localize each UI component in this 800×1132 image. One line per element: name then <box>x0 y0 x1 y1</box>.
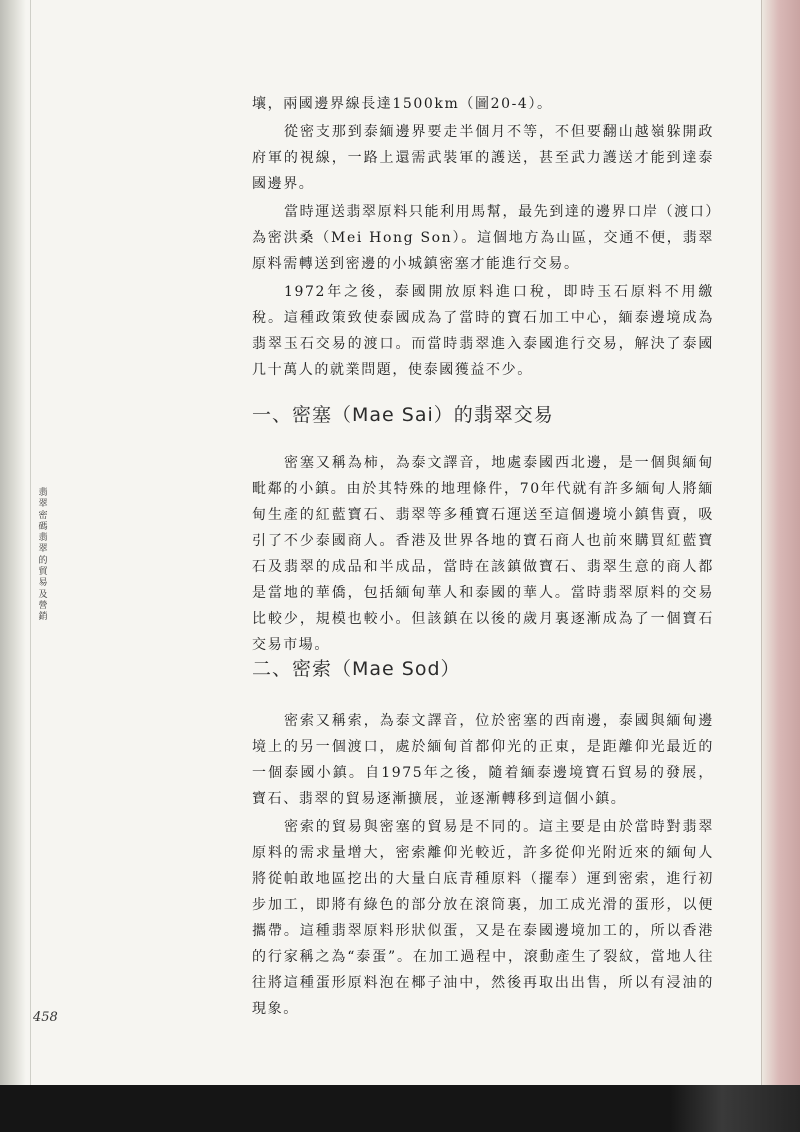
section-heading-mae-sai: 一、密塞（Mae Sai）的翡翠交易 <box>252 404 554 426</box>
section1-text <box>252 450 714 660</box>
section2-text <box>252 708 714 1024</box>
paragraph: 當時運送翡翠原料只能利用馬幫，最先到達的邊界口岸（渡口）為密洪桑（Mei Hong Son）。這個地方為山區，交通不便，翡翠原料需轉送到密邊的小城鎮密塞才能進行交易。 <box>252 204 714 272</box>
paragraph: 密塞又稱為柿，為泰文譯音，地處泰國西北邊，是一個與緬甸毗鄰的小鎮。由於其特殊的地理條件，70年代就有許多緬甸人將緬甸生產的紅藍寶石、翡翠等多種寶石運送至這個邊境小鎮售賣，吸引了不少泰國商人。香港及世界各地的寶石商人也前來購買紅藍寶石及翡翠的成品和半成品，當時在該鎮做寶石、翡翠生意的商人都是當地的華僑，包括緬甸華人和泰國的華人。當時翡翠原料的交易比較少，規模也較小。但該鎮在以後的歲月裏逐漸成為了一個寶石交易市場。 <box>252 455 714 653</box>
book-binding-edge <box>762 0 800 1085</box>
section-heading-mae-sod: 二、密索（Mae Sod） <box>252 658 461 680</box>
paragraph: 從密支那到泰緬邊界要走半個月不等，不但要翻山越嶺躲開政府軍的視線，一路上還需武裝軍的護送，甚至武力護送才能到達泰國邊界。 <box>252 124 714 192</box>
paragraph: 壤，兩國邊界線長達1500km（圖20-4）。 <box>252 96 553 112</box>
page-number: 458 <box>33 1010 58 1025</box>
scan-shadow-left <box>0 0 26 1132</box>
paragraph: 1972年之後，泰國開放原料進口稅，即時玉石原料不用繳稅。這種政策致使泰國成為了當時的寶石加工中心，緬泰邊境成為翡翠玉石交易的渡口。而當時翡翠進入泰國進行交易，解決了泰國几十萬人的就業問題，使泰國獲益不少。 <box>252 284 714 378</box>
intro-text <box>252 91 714 385</box>
paragraph: 密索又稱索，為泰文譯音，位於密塞的西南邊，泰國與緬甸邊境上的另一個渡口，處於緬甸首都仰光的正東，是距離仰光最近的一個泰國小鎮。自1975年之後，隨着緬泰邊境寶石貿易的發展，寶石、翡翠的貿易逐漸擴展，並逐漸轉移到這個小鎮。 <box>252 713 714 807</box>
scan-bottom-border <box>0 1085 800 1132</box>
page-fold-line <box>30 0 31 1085</box>
running-side-title: 翡翠密碼 翡翠的貿易及營銷 <box>38 488 48 623</box>
paragraph: 密索的貿易與密塞的貿易是不同的。這主要是由於當時對翡翠原料的需求量增大，密索離仰光較近，許多從仰光附近來的緬甸人將從帕敢地區挖出的大量白底青種原料（擺奉）運到密索，進行初步加工，即將有綠色的部分放在滾筒裏，加工成光滑的蛋形，以便攜帶。這種翡翠原料形狀似蛋，又是在泰國邊境加工的，所以香港的行家稱之為“泰蛋”。在加工過程中，滾動產生了裂紋，當地人往往將這種蛋形原料泡在椰子油中，然後再取出出售，所以有浸油的現象。 <box>252 819 714 1017</box>
scan-bottom-stripe <box>670 1085 800 1132</box>
